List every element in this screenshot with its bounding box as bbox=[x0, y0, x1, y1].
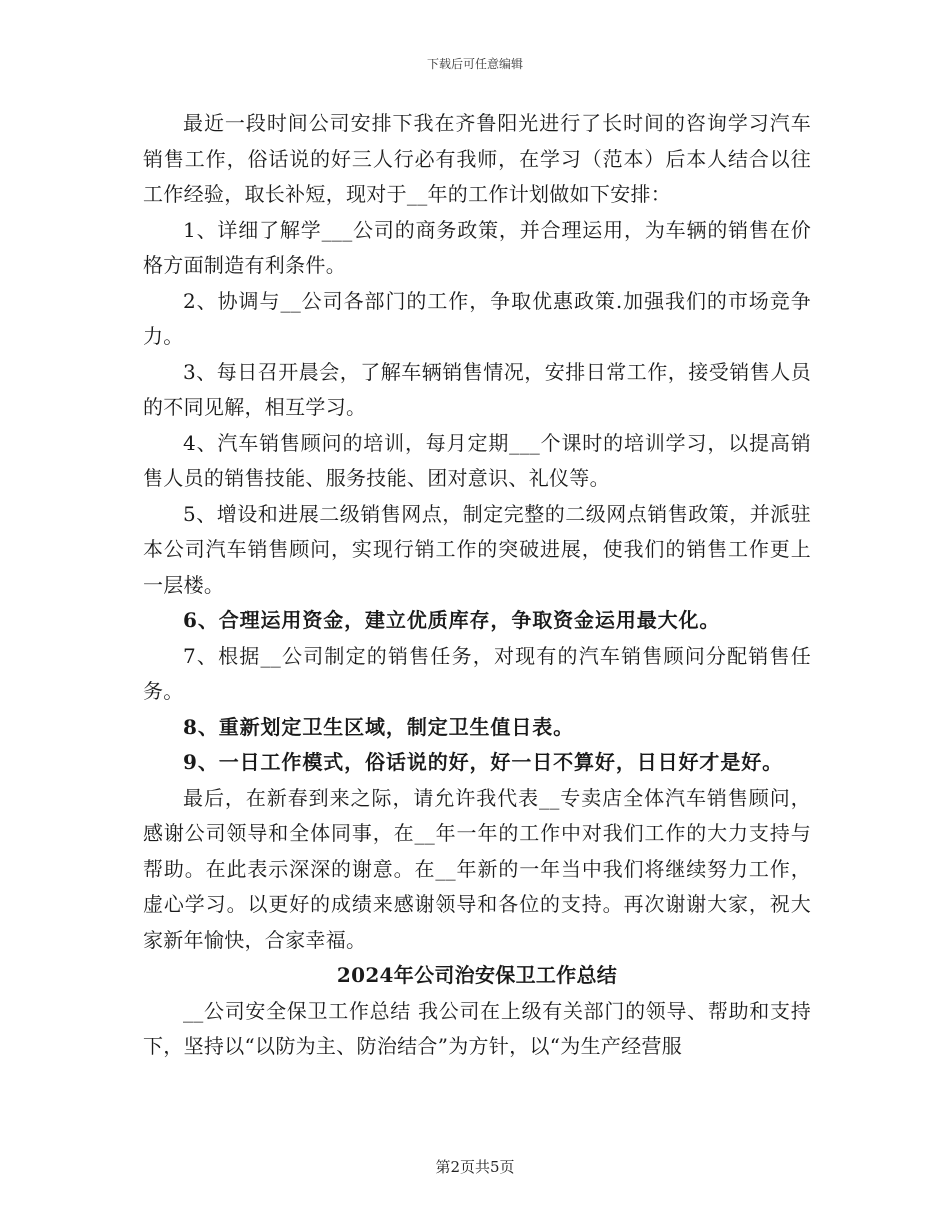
paragraph-item-5: 5、增设和进展二级销售网点，制定完整的二级网点销售政策，并派驻本公司汽车销售顾问，实现行销工作的突破进展，使我们的销售工作更上一层楼。 bbox=[143, 501, 811, 597]
section-paragraph: __公司安全保卫工作总结 我公司在上级有关部门的领导、帮助和支持下，坚持以“以防为主、防治结合”为方针，以“为生产经营服 bbox=[143, 998, 811, 1058]
paragraph-item-9: 9、一日工作模式，俗话说的好，好一日不算好，日日好才是好。 bbox=[183, 750, 784, 774]
paragraph-item-7: 7、根据__公司制定的销售任务，对现有的汽车销售顾问分配销售任务。 bbox=[143, 643, 811, 703]
paragraph-item-2: 2、协调与__公司各部门的工作，争取优惠政策.加强我们的市场竞争力。 bbox=[143, 288, 811, 348]
paragraph-item-6: 6、合理运用资金，建立优质库存，争取资金运用最大化。 bbox=[183, 608, 721, 632]
page-footer: 第2页共5页 bbox=[435, 1158, 515, 1176]
document-body bbox=[143, 106, 811, 1065]
paragraph-item-1: 1、详细了解学___公司的商务政策，并合理运用，为车辆的销售在价格方面制造有利条件。 bbox=[143, 217, 811, 277]
paragraph-item-4: 4、汽车销售顾问的培训，每月定期___个课时的培训学习，以提高销售人员的销售技能、服务技能、团对意识、礼仪等。 bbox=[143, 430, 811, 490]
paragraph-item-3: 3、每日召开晨会，了解车辆销售情况，安排日常工作，接受销售人员的不同见解，相互学习。 bbox=[143, 359, 811, 419]
paragraph-intro: 最近一段时间公司安排下我在齐鲁阳光进行了长时间的咨询学习汽车销售工作，俗话说的好三人行必有我师，在学习（范本）后本人结合以往工作经验，取长补短，现对于__年的工作计划做如下安排： bbox=[143, 111, 811, 206]
section-title: 2024年公司治安保卫工作总结 bbox=[336, 963, 618, 987]
paragraph-closing: 最后，在新春到来之际，请允许我代表__专卖店全体汽车销售顾问，感谢公司领导和全体同事，在__年一年的工作中对我们工作的大力支持与帮助。在此表示深深的谢意。在__年新的一年当中我们将继续努力工作，虚心学习。以更好的成绩来感谢领导和各位的支持。再次谢谢大家，祝大家新年愉快，合家幸福。 bbox=[143, 785, 811, 952]
header-note: 下载后可任意编辑 bbox=[426, 57, 523, 71]
paragraph-item-8: 8、重新划定卫生区域，制定卫生值日表。 bbox=[183, 714, 575, 739]
